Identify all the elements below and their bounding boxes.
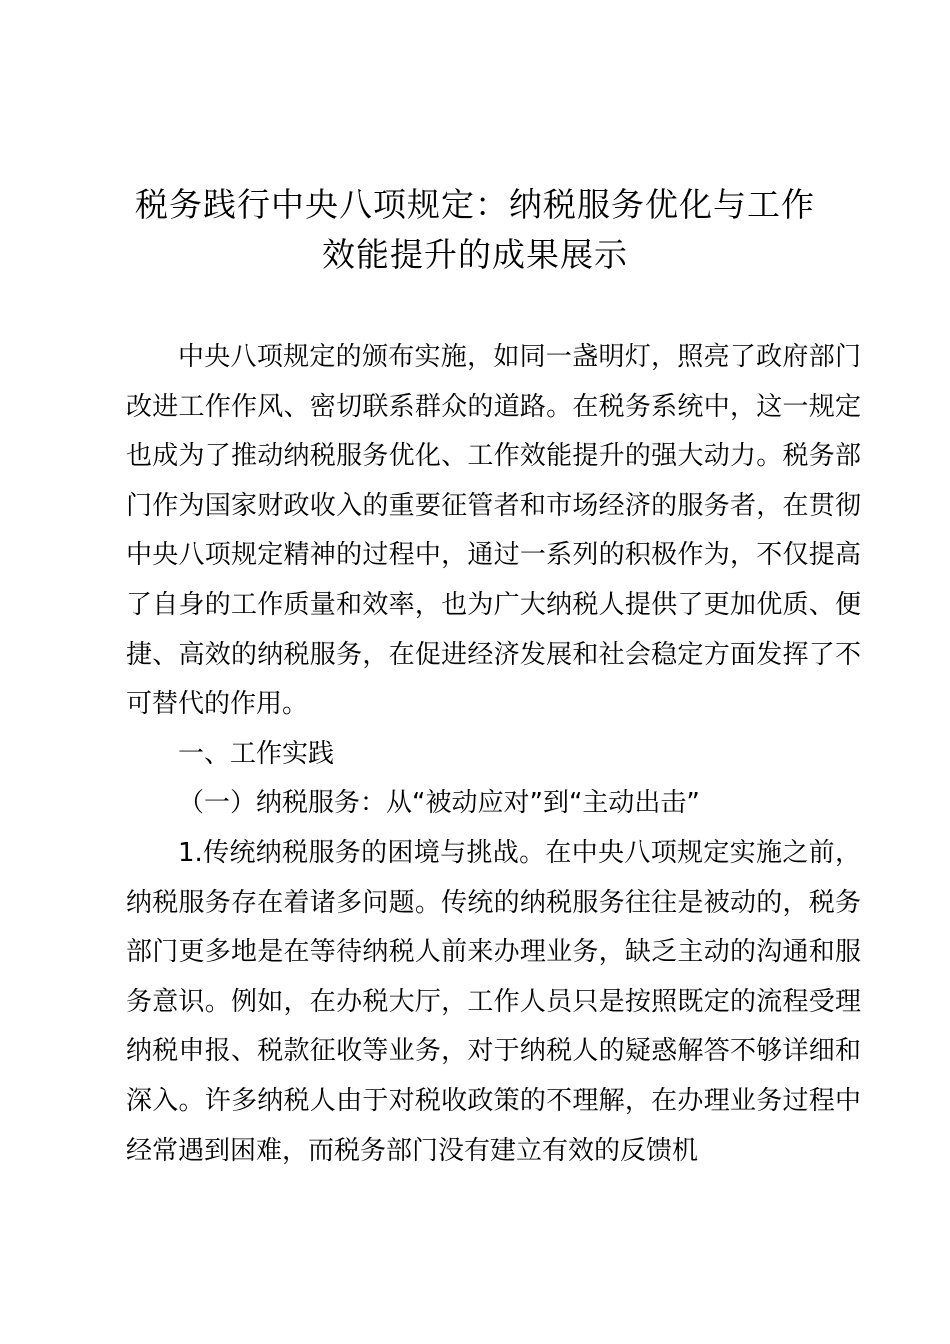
subsection-heading: （一）纳税服务：从“被动应对”到“主动出击” xyxy=(178,788,700,819)
item-paragraph: 1.传统纳税服务的困境与挑战。在中央八项规定实施之前，纳税服务存在着诸多问题。传统的纳税服务往往是被动的，税务部门更多地是在等待纳税人前来办理业务，缺乏主动的沟通和服务意识。例如，在办税大厅，工作人员只是按照既定的流程受理纳税申报、税款征收等业务，对于纳税人的疑惑解答不够详细和深入。许多纳税人由于对税收政策的不理解，在办理业务过程中经常遇到困难，而税务部门没有建立有效的反馈机 xyxy=(126,837,861,1166)
intro-paragraph: 中央八项规定的颁布实施，如同一盏明灯，照亮了政府部门改进工作作风、密切联系群众的道路。在税务系统中，这一规定也成为了推动纳税服务优化、工作效能提升的强大动力。税务部门作为国家财政收入的重要征管者和市场经济的服务者，在贯彻中央八项规定精神的过程中，通过一系列的积极作为，不仅提高了自身的工作质量和效率，也为广大纳税人提供了更加优质、便捷、高效的纳税服务，在促进经济发展和社会稳定方面发挥了不可替代的作用。 xyxy=(126,342,861,720)
document-body xyxy=(126,333,861,1176)
document-title xyxy=(100,180,850,280)
section-heading: 一、工作实践 xyxy=(178,738,335,769)
title-line-1: 税务践行中央八项规定：纳税服务优化与工作 xyxy=(135,185,815,224)
title-line-2: 效能提升的成果展示 xyxy=(322,235,628,274)
